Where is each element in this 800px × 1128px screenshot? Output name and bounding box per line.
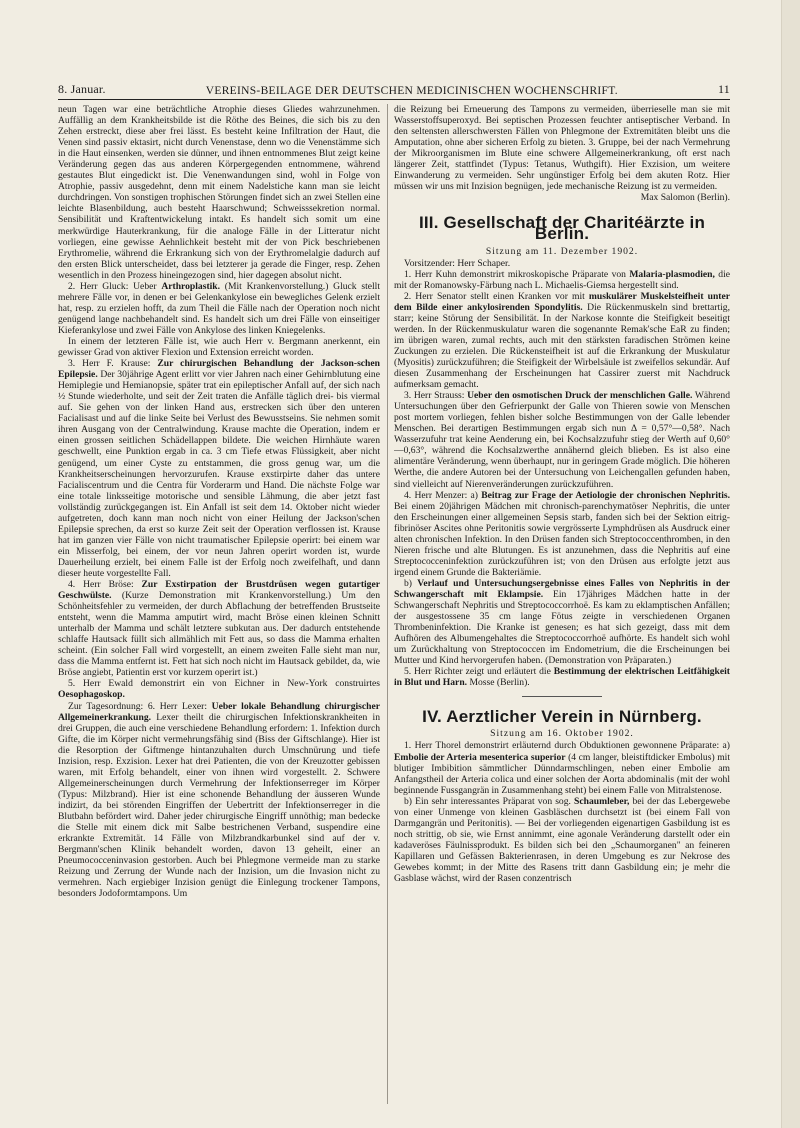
column-divider — [387, 104, 388, 1104]
header-rule — [58, 99, 730, 100]
paragraph: die Reizung bei Erneuerung des Tampons zu vermeiden, überrieselle man sie mit Wasserstoffsuperoxyd. Bei septischen Prozessen feuchter antiseptischer Verband. In den seltensten allerschwersten Fällen von Phlegmone der Extremitäten bleibt uns die Amputation, ohne aber sicheren Erfolg zu bieten. 3. Gruppe, bei der nach Vermehrung der Mikroorganismen im Blute eine schwere Allgemeinerkrankung, oft erst nach längerer Zeit, stattfindet (Typus: Tetanus, Wuthgift). Hier Exzision, um weitere Einwanderung zu vermeiden. Sehr ungünstiger Erfolg bei dem akuten Rotz. Hier müssen wir uns mit Inzision begnügen, jede mechanische Reizung ist zu vermeiden. — [394, 104, 730, 193]
chair-line: Vorsitzender: Herr Schaper. — [404, 257, 511, 269]
page-number: 11 — [718, 82, 730, 96]
paragraph-oesophagoskop: 5. Herr Ewald demonstrirt ein von Eichner in New-York construirtes Oesophagoskop. — [58, 678, 380, 701]
signature: Max Salomon (Berlin). — [640, 192, 730, 204]
right-column — [394, 104, 730, 1114]
paragraph-malaria: 1. Herr Kuhn demonstrirt mikroskopische Präparate von Malaria-plasmodien, die mit der Romanowsky-Färbung nach L. Michaelis-Giemsa hergestellt sind. — [394, 268, 730, 291]
paragraph-arthroplastik: 2. Herr Gluck: Ueber Arthroplastik. (Mit Krankenvorstellung.) Gluck stellt mehrere Fälle vor, in denen er bei Gelenkankylose ein bewegliches Gelenk erzielt hat, resp. zu erzielen hofft, da zum Theil die Fälle nach der Operation noch nicht genügend lange nachbehandelt sind. Es handelt sich um drei Fälle von einseitiger Kieferankylose und zwei Fälle von Ankylose des linken Kniegelenks. — [58, 280, 380, 336]
section-heading-nuernberg: IV. Aerztlicher Verein in Nürnberg. — [422, 707, 702, 727]
section-heading-charite: III. Gesellschaft der Charitéärzte in Berlin. — [418, 213, 706, 244]
paragraph: neun Tagen war eine beträchtliche Atrophie dieses Gliedes wahrzunehmen. Auffällig an dem Krankheitsbilde ist die Röthe des Beines, die sich bis zu den Zehen erstreckt, diese aber frei lässt. Es besteht keine Infiltration der Haut, die Venen sind passiv ektasirt, nicht durch Venenstase, denn wo die Venenstämme sich in die Haut einsenken, werden sie dünner, und ihnen entnommenes Blut zeigt keine Veränderung gegen das aus anderen Körpergegenden entnommene, während gestautes Blut eingedickt ist. Die Venenwandungen sind, wohl in Folge von Atrophie, passiv ausgedehnt, denn mit einem Nadelstiche kann man sie leicht durchdringen. Von sonstigen trophischen Störungen findet sich an zwei Stellen eine leichte Blasenbildung, auch besteht Haarschwund; Schweisssekretion normal. Sensibilität und Kraftentwickelung intakt. Es handelt sich somit um eine merkwürdige Hauterkrankung, für die analoge Fälle in der Litteratur nicht vorliegen, eine gewisse Aehnlichkeit besteht mit der von Pick beschriebenen Erythromelie, während die Erkrankung sich von der Erythromelalgie dadurch auf den ersten Blick unterscheidet, dass bei letzterer ja gerade die Finger, resp. Zehen wesentlich in den Prozess hineingezogen sind, hier dagegen absolut nicht. — [58, 104, 380, 281]
section-separator — [522, 696, 602, 697]
session-date: Sitzung am 11. Dezember 1902. — [485, 245, 639, 257]
page-header — [58, 81, 730, 97]
paragraph-eklampsie: b) Verlauf und Untersuchungsergebnisse eines Falles von Nephritis in der Schwangerschaft mit Eklampsie. Ein 17jähriges Mädchen hatte in der Schwangerschaft Nephritis und Streptococcorrhoë. Es kam zu eklamptischen Anfällen; der ausgestossene 35 cm lange Fötus zeigte in verschiedenen Organen Thrombeninfektion. Die Kranke ist genesen; es hat sich gezeigt, dass mit dem Aufhören des Albumengehaltes die Streptococcorrhoë aufhörte. Es handelt sich wohl um Zurückhaltung von Streptococcen im Endometrium, die die Erscheinungen bei Mutter und Kind hervorgerufen haben. (Demonstration von Präparaten.) — [394, 577, 730, 667]
header-date: 8. Januar. — [58, 82, 106, 96]
header-title: VEREINS-BEILAGE DER DEUTSCHEN MEDICINISCHEN WOCHENSCHRIFT. — [205, 85, 618, 97]
page-edge — [781, 0, 800, 1128]
paragraph-galle: 3. Herr Strauss: Ueber den osmotischen Druck der menschlichen Galle. Während Untersuchungen über den Gefrierpunkt der Galle von Thieren sowie von Menschen post mortem vorliegen, fehlen bisher solche Bestimmungen von der Galle lebender Menschen. Bei derartigen Bestimmungen ergab sich nun Δ = 0,57°—0,58°. Nach Wasserzufuhr trat keine Aenderung ein, bei Kochsalzzufuhr stieg der Werth auf 0,60°—0,63°, während die Kochsalzwerthe annähernd gleich blieben. Es ist also eine alimentäre Veränderung, wenn überhaupt, nur in geringem Grade möglich. Die höheren Werthe, die andere Autoren bei der Untersuchung von Leichengallen gefunden haben, sind vielleicht auf Nierenveränderungen zurückzuführen. — [394, 390, 730, 490]
paragraph-embolie: 1. Herr Thorel demonstrirt erläuternd durch Obduktionen gewonnene Präparate: a) Embolie der Arteria mesenterica superior (4 cm langer, bleistiftdicker Embolus) mit blutiger Imbibition sämmtlicher Dünndarmschlingen, neben einer Embolie am Anfangstheil der Arteria colica und einer solchen der Aorta abdominalis (mit der wohl beginnende Fussgangrän in Zusammenhang steht) bei einem Falle von Mitralstenose. — [394, 740, 730, 796]
paragraph-leitfaehigkeit: 5. Herr Richter zeigt und erläutert die Bestimmung der elektrischen Leitfähigkeit in Blut und Harn. Mosse (Berlin). — [394, 666, 730, 689]
paragraph-brustdruesen: 4. Herr Bröse: Zur Exstirpation der Brustdrüsen wegen gutartiger Geschwülste. (Kurze Demonstration mit Krankenvorstellung.) Um den Schönheitsfehler zu vermeiden, der durch Abflachung der betreffenden Brustseite entsteht, wenn die Mamma amputirt wird, macht Bröse einen kleinen Schnitt unterhalb der Mamma und schält letztere subkutan aus. Der dadurch entstehende schlaffe Hautsack füllt sich allmählich mit Fett aus, so dass die Mamma erhalten scheint. (Ein solcher Fall wird vorgestellt, an einem zweiten Falle sieht man nur, dass die Mamma entfernt ist. Fett hat sich noch nicht im Hautsack gebildet, da, wie Bröse angiebt, Patientin erst vor kurzem operirt ist.) — [58, 579, 380, 679]
left-column — [58, 104, 380, 1114]
paragraph-lexer: Zur Tagesordnung: 6. Herr Lexer: Ueber lokale Behandlung chirurgischer Allgemeinerkrankung. Lexer theilt die chirurgischen Infektionskrankheiten in drei Gruppen, die auch eine verschiedene Behandlung erfordern: 1. Infektion durch Gifte, die im Körper nicht vermehrungsfähig sind (Biss der Giftschlange). Hier ist die Resorption der Giftmenge hintanzuhalten durch Umschnürung und tiefe Inzision, resp. Exzision. Lexer hat drei Patienten, die von der Kreuzotter gebissen waren, mit Erfolg behandelt, einer von ihnen wird vorgestellt. 2. Schwere Allgemeinerscheinungen durch Vermehrung der Infektionserreger im Körper (Typus: Milzbrand). Hier ist eine schonende Behandlung der äusseren Wunde indizirt, da bei störenden Eingriffen der Uebertritt der Infektionserreger in die Blutbahn befördert wird. Daher jeder chirurgische Eingriff unnöthig; man bedecke die Stelle mit einem dick mit Salbe bestrichenen Verband, suspendire eine erkrankte Extremität. 14 Fälle von Milzbrandkarbunkel sind auf der v. Bergmann'schen Klinik behandelt worden, davon 13 geheilt, einer an Pneumococceninvasion gestorben. Auch bei Phlegmone vermeide man zu starke Reizung und Zerrung der Wunde nach der Inzision, um die Invasion nicht zu vermehren. Nach ergiebiger Inzision genügt die Einlegung trockener Tampons, besonders Jodoformtampons. Um — [58, 700, 380, 900]
paragraph-jackson-epilepsie: 3. Herr F. Krause: Zur chirurgischen Behandlung der Jackson-schen Epilepsie. Der 30jährige Agent erlitt vor vier Jahren nach einer Gehirnblutung eine Hemiplegie und Hemianopsie, später trat ein epileptischer Anfall auf, der sich nach ½ Stunde wiederholte, und seit der Zeit traten die Anfälle täglich drei- bis viermal auf. Sie gehen von der linken Hand aus, erstrecken sich über den unteren Facialisast und auf die linke Seite bei Verlust des Bewusstseins. Sie nehmen somit ihren Ausgang von der Centralwindung. Krause machte die Operation, indem er einen grossen seitlichen Schädellappen bildete. Die weichen Hirnhäute waren geschwellt, eine Punktion ergab in ca. 3 cm Tiefe etwas Flüssigkeit, aber nicht genügend, um einer Cyste zu entstammen, die gross genug war, um die Krankheitserscheinungen hervorzurufen. Krause exstirpirte daher das untere Facialiscentrum und die Centra für Vorderarm und Hand. Die nächste Folge war eine totale linksseitige motorische und sensible Lähmung, die aber jetzt fast vollständig zurückgegangen ist. Ein Anfall ist seit dem 14. Oktober nicht wieder aufgetreten, doch kann man noch nicht von einer Heilung der Jackson'schen Epilepsie sprechen, da erst so kurze Zeit seit der Operation verflossen ist. Krause hat im ganzen vier Fälle von nicht traumatischer Epilepsie operirt: bei einem war ein Misserfolg, bei einem, der vor neun Jahren operirt worden ist, wurde Dauerheilung erzielt, bei einem Falle ist der Erfolg noch zweifelhaft, und dann dieser heute vorgestellte Fall. — [58, 358, 380, 579]
paragraph: In einem der letzteren Fälle ist, wie auch Herr v. Bergmann anerkennt, ein gewisser Grad von aktiver Flexion und Extension erreicht worden. — [58, 335, 380, 359]
paragraph-schaumleber: b) Ein sehr interessantes Präparat von sog. Schaumleber, bei der das Lebergewebe von einer Unmenge von kleinen Gasbläschen durchsetzt ist (bei einem Fall von Darmgangrän und Peritonitis). — Bei der vorliegenden eigenartigen Gasbildung ist es noch strittig, ob sie, wie Ernst annimmt, eine agonale Veränderung darstellt oder ein kadaveröses Fäulnissprodukt. Es bilden sich bei den „Schaumorganen" an feineren Kapillaren und Gefässen Bakterienrasen, in deren Umgebung es zur Nekrose des Gewebes kommt; in der Mitte des Rasens tritt dann Gasbildung ein; je mehr die Gasblase wächst, wird der Rasen conzentrisch — [394, 795, 730, 885]
paragraph-nephritis: 4. Herr Menzer: a) Beitrag zur Frage der Aetiologie der chronischen Nephritis. Bei einem 20jährigen Mädchen mit chronisch-parenchymatöser Nephritis, die unter den Erscheinungen einer allgemeinen Sepsis starb, fanden sich bei der Sektion eitrig-fibrinöser Ascites ohne Peritonitis sowie vergrösserte Lymphdrüsen als Ausdruck einer alten chronischen Infektion. In den Drüsen fanden sich Streptococcenthromben, in den Nieren frische und alte Blutungen. Es ist anzunehmen, dass die Nephritis auf eine Streptococceninfektion zurückzuführen ist; von den Drüsen aus erfolgte jetzt aus irgend einem Grunde die Bakteriämie. — [394, 489, 730, 578]
session-date: Sitzung am 16. Oktober 1902. — [490, 728, 634, 740]
paragraph-spondylitis: 2. Herr Senator stellt einen Kranken vor mit muskulärer Muskelsteifheit unter dem Bilde einer ankylosirenden Spondylitis. Die Rückenmuskeln sind brettartig, starr; keine Störung der Sensibilität. In der Narkose konnte die Steifigkeit beseitigt werden. In der Rückenmuskulatur waren die sogenannte Remak'sche EaR zu finden; im übrigen waren, zumal rechts, auch mit den stärksten faradischen Strömen keine Zuckungen zu erzielen. Die Rückensteifheit ist auf die Erkrankung der Muskulatur (Myositis) zurückzuführen; die Steifigkeit der Wirbelsäule ist zweifellos sekundär. Auf diesen Zusammenhang der Erscheinungen hat Cassirer zuerst mit Nachdruck aufmerksam gemacht. — [394, 290, 730, 391]
